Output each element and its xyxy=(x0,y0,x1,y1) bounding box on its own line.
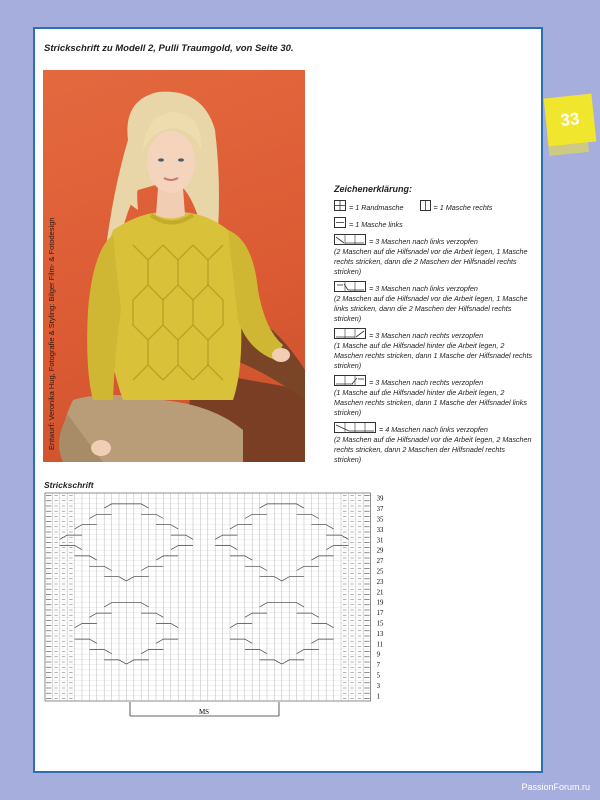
cable-left-4-symbol-icon xyxy=(334,422,376,433)
legend-item-1 xyxy=(334,234,534,277)
knitting-chart xyxy=(43,490,393,722)
row-label: 13 xyxy=(376,630,384,638)
page-number: 33 xyxy=(559,109,581,130)
legend-row-basic xyxy=(334,200,534,213)
edge-stitch-symbol-icon xyxy=(334,200,346,211)
legend-item-5-desc: (2 Maschen auf die Hilfsnadel vor die Arbeit legen, 2 Maschen rechts stricken, dann 2 Maschen der Hilfsnadel rechts stricken) xyxy=(334,435,532,464)
legend-item-2 xyxy=(334,281,534,324)
row-label: 23 xyxy=(376,578,384,586)
chart-title: Strickschrift xyxy=(44,480,94,490)
legend-item-4-desc: (1 Masche auf die Hilfsnadel hinter die Arbeit legen, 2 Maschen rechts stricken, dann 1 Masche der Hilfsnadel links stricken) xyxy=(334,388,527,417)
purl-symbol-icon xyxy=(334,217,346,228)
row-label: 39 xyxy=(376,495,384,503)
row-label: 37 xyxy=(376,506,384,514)
row-label: 15 xyxy=(376,620,384,628)
cable-right-3-purl-symbol-icon xyxy=(334,375,366,386)
legend-edge-stitch: = 1 Randmasche xyxy=(349,203,404,212)
legend-item-5 xyxy=(334,422,534,465)
row-label: 33 xyxy=(376,526,384,534)
cable-left-3-purl-symbol-icon xyxy=(334,281,366,292)
row-label: 7 xyxy=(376,662,381,670)
legend-item-3-desc: (1 Masche auf die Hilfsnadel hinter die Arbeit legen, 2 Maschen rechts stricken, dann 1 Masche der Hilfsnadel rechts stricken) xyxy=(334,341,533,370)
knit-symbol-icon xyxy=(420,200,431,211)
legend-item-3 xyxy=(334,328,534,371)
legend-item-4-title: = 3 Maschen nach rechts verzopfen xyxy=(369,378,484,387)
legend-item-2-desc: (2 Maschen auf die Hilfsnadel vor die Arbeit legen, 1 Masche links stricken, dann die 2 Maschen der Hilfsnadel rechts stricken) xyxy=(334,294,528,323)
legend-item-3-title: = 3 Maschen nach rechts verzopfen xyxy=(369,331,484,340)
legend-item-2-title: = 3 Maschen nach links verzopfen xyxy=(369,284,478,293)
watermark: PassionForum.ru xyxy=(521,782,590,792)
page-heading: Strickschrift zu Modell 2, Pulli Traumgold, von Seite 30. xyxy=(44,43,294,54)
row-label: 35 xyxy=(376,516,384,524)
legend-item-5-title: = 4 Maschen nach links verzopfen xyxy=(379,425,488,434)
legend-knit: = 1 Masche rechts xyxy=(433,203,493,212)
row-label: 19 xyxy=(376,599,384,607)
cable-right-3-symbol-icon xyxy=(334,328,366,339)
legend-purl: = 1 Masche links xyxy=(349,220,403,229)
page-number-tab xyxy=(544,94,597,147)
chart-grid xyxy=(45,493,371,701)
row-label: 25 xyxy=(376,568,384,576)
row-label: 11 xyxy=(376,641,384,649)
model-photo xyxy=(43,70,305,462)
row-label: 9 xyxy=(376,651,381,659)
row-label: 17 xyxy=(376,610,384,618)
model-illustration xyxy=(43,70,305,462)
row-label: 31 xyxy=(376,537,384,545)
row-label: 21 xyxy=(376,589,384,597)
row-label: 5 xyxy=(376,672,381,680)
row-label: 3 xyxy=(376,682,381,690)
photo-credit: Entwurf: Veronika Hug, Fotografie & Styling: Bilger Film- & Fotodesign xyxy=(47,217,56,450)
repeat-label: MS xyxy=(198,708,210,716)
chart-row-labels xyxy=(377,496,384,701)
legend-item-1-title: = 3 Maschen nach links verzopfen xyxy=(369,237,478,246)
legend xyxy=(334,184,534,469)
legend-item-1-desc: (2 Maschen auf die Hilfsnadel vor die Arbeit legen, 1 Masche rechts stricken, dann die 2 Maschen der Hilfsnadel rechts stricken) xyxy=(334,247,528,276)
legend-row-purl xyxy=(334,217,534,230)
cable-left-3-symbol-icon xyxy=(334,234,366,245)
row-label: 1 xyxy=(376,693,381,701)
legend-item-4 xyxy=(334,375,534,418)
row-label: 27 xyxy=(376,558,384,566)
row-label: 29 xyxy=(376,547,384,555)
legend-title: Zeichenerklärung: xyxy=(334,184,413,194)
